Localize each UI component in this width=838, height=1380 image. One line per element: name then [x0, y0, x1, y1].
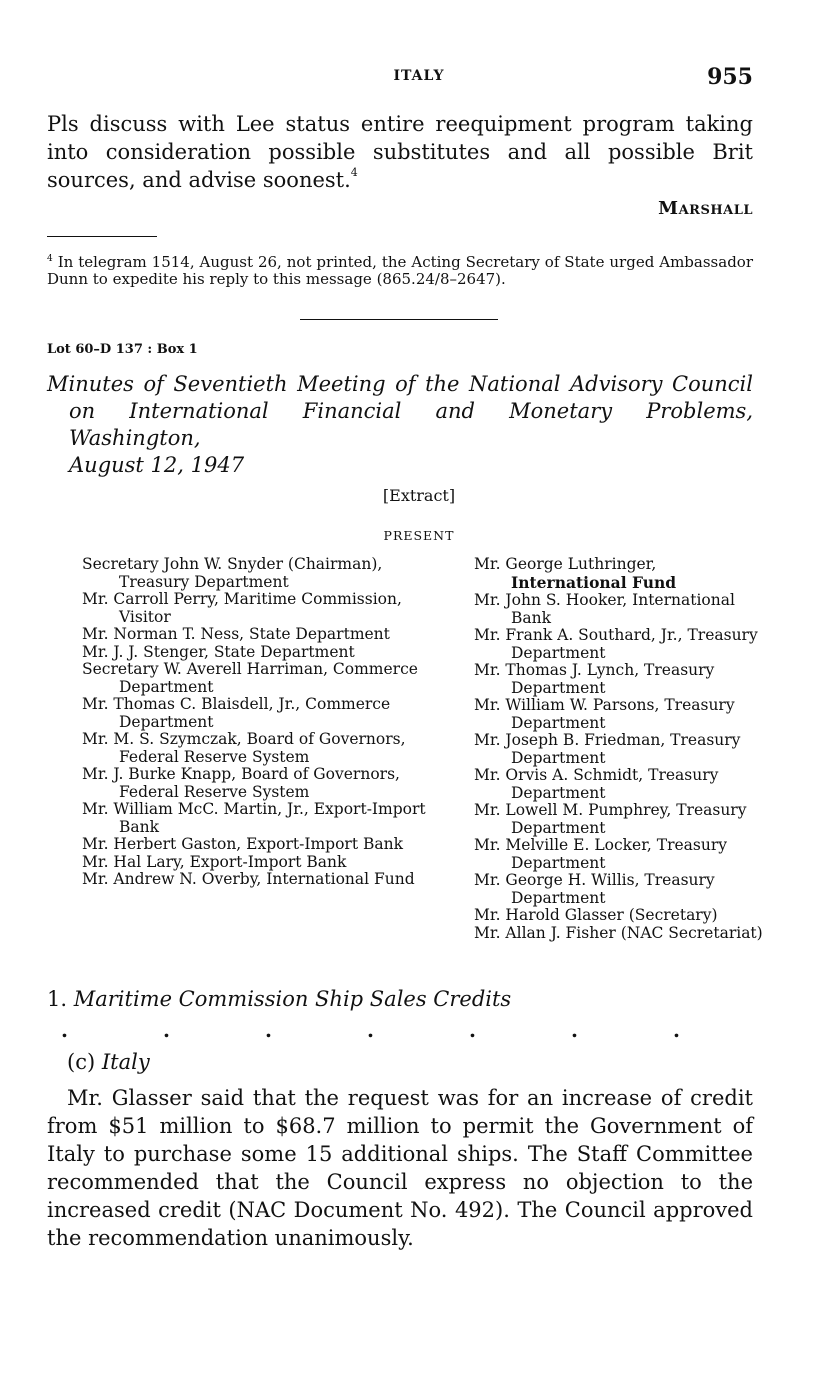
attendee: Mr. Norman T. Ness, State Department [82, 625, 390, 643]
present-label: PRESENT [383, 528, 455, 543]
signature-text: Marshall [658, 198, 753, 219]
omission-ellipsis [47, 1018, 753, 1042]
attendee: Mr. Thomas C. Blaisdell, Jr., Commerce Department [82, 695, 391, 731]
ellipsis-dot: . [61, 1018, 68, 1042]
ellipsis-dot: . [265, 1018, 272, 1042]
attendee: Mr. Lowell M. Pumphrey, Treasury Department [474, 801, 747, 837]
attendee-name: Mr. George Luthringer, [474, 555, 657, 573]
attendee: Mr. J. J. Stenger, State Department [82, 642, 355, 661]
document-title-line-2: on International Financial and Monetary Problems, Washington, [69, 399, 753, 450]
attendees-left-column [82, 556, 454, 889]
ellipsis-dot: . [571, 1018, 578, 1042]
ellipsis-dot: . [469, 1018, 476, 1042]
section-separator [300, 319, 498, 320]
attendee: Mr. Herbert Gaston, Export-Import Bank [82, 835, 403, 853]
attendee: Mr. Andrew N. Overby, International Fund [82, 870, 415, 888]
lead-paragraph-text: Pls discuss with Lee status entire reequipment program taking into consideration possible substitutes and all possible Brit sources, and advise soonest. [47, 112, 753, 192]
discussion-text: Mr. Glasser said that the request was for an increase of credit from $51 million to $68.7 million to permit the Government of Italy to purchase some 15 additional ships. The Staff Committee recommended that the Council express no objection to the increased credit (NAC Document No. 492). The Council approved the recommendation unanimously. [47, 1086, 753, 1250]
attendee: Mr. Carroll Perry, Maritime Commission, Visitor [82, 590, 402, 626]
attendee: Mr. Melville E. Locker, Treasury Department [474, 836, 728, 872]
footnote-marker: 4 [47, 254, 53, 264]
attendees-right-column [474, 556, 774, 942]
attendee: Mr. Frank A. Southard, Jr., Treasury Department [474, 626, 758, 662]
attendee: Mr. Orvis A. Schmidt, Treasury Department [474, 766, 719, 802]
extract-label: [Extract] [382, 486, 456, 505]
document-title-line-1: Minutes of Seventieth Meeting of the National Advisory Council [47, 372, 753, 396]
ellipsis-dot: . [163, 1018, 170, 1042]
attendee: Mr. William W. Parsons, Treasury Department [474, 696, 735, 732]
sub-item-label: (c) [67, 1050, 96, 1074]
ellipsis-dot: . [673, 1018, 680, 1042]
attendee-organization: International Fund [511, 572, 677, 592]
source-reference: Lot 60–D 137 : Box 1 [47, 342, 198, 357]
attendee: Mr. Joseph B. Friedman, Treasury Department [474, 731, 741, 767]
discussion-paragraph [47, 1084, 753, 1252]
attendee: Mr. William McC. Martin, Jr., Export-Import Bank [82, 800, 426, 836]
attendee: Mr. Hal Lary, Export-Import Bank [82, 852, 347, 871]
lead-paragraph [47, 110, 753, 194]
footnote-text: In telegram 1514, August 26, not printed, the Acting Secretary of State urged Ambassador Dunn to expedite his reply to this message (865.24/8–2647). [47, 253, 753, 288]
agenda-item-heading [47, 987, 511, 1011]
footnote [47, 254, 753, 288]
sub-item-heading [67, 1050, 150, 1074]
running-head [0, 64, 838, 94]
attendee: Mr. Allan J. Fisher (NAC Secretariat) [474, 923, 763, 942]
attendee: Mr. Thomas J. Lynch, Treasury Department [474, 661, 715, 697]
footnote-rule [47, 236, 157, 237]
ellipsis-dot: . [367, 1018, 374, 1042]
attendee: Mr. M. S. Szymczak, Board of Governors, Federal Reserve System [82, 730, 406, 766]
running-head-title: ITALY [393, 68, 445, 84]
attendee: Mr. John S. Hooker, International Bank [474, 591, 735, 627]
document-title-line-3: August 12, 1947 [69, 453, 245, 477]
page-number: 955 [707, 64, 753, 90]
agenda-item-number: 1. [47, 987, 68, 1011]
attendee: Mr. J. Burke Knapp, Board of Governors, Federal Reserve System [82, 765, 400, 801]
attendee: Mr. George H. Willis, Treasury Department [474, 871, 715, 907]
attendee: Secretary John W. Snyder (Chairman), Treasury Department [82, 555, 383, 591]
document-title [47, 371, 753, 479]
attendee: Secretary W. Averell Harriman, Commerce Department [82, 660, 418, 696]
signature [658, 198, 753, 219]
sub-item-title: Italy [101, 1050, 150, 1074]
agenda-item-title: Maritime Commission Ship Sales Credits [73, 987, 512, 1011]
attendee: Mr. Harold Glasser (Secretary) [474, 906, 718, 924]
footnote-reference: 4 [350, 166, 358, 179]
attendee [474, 556, 774, 592]
